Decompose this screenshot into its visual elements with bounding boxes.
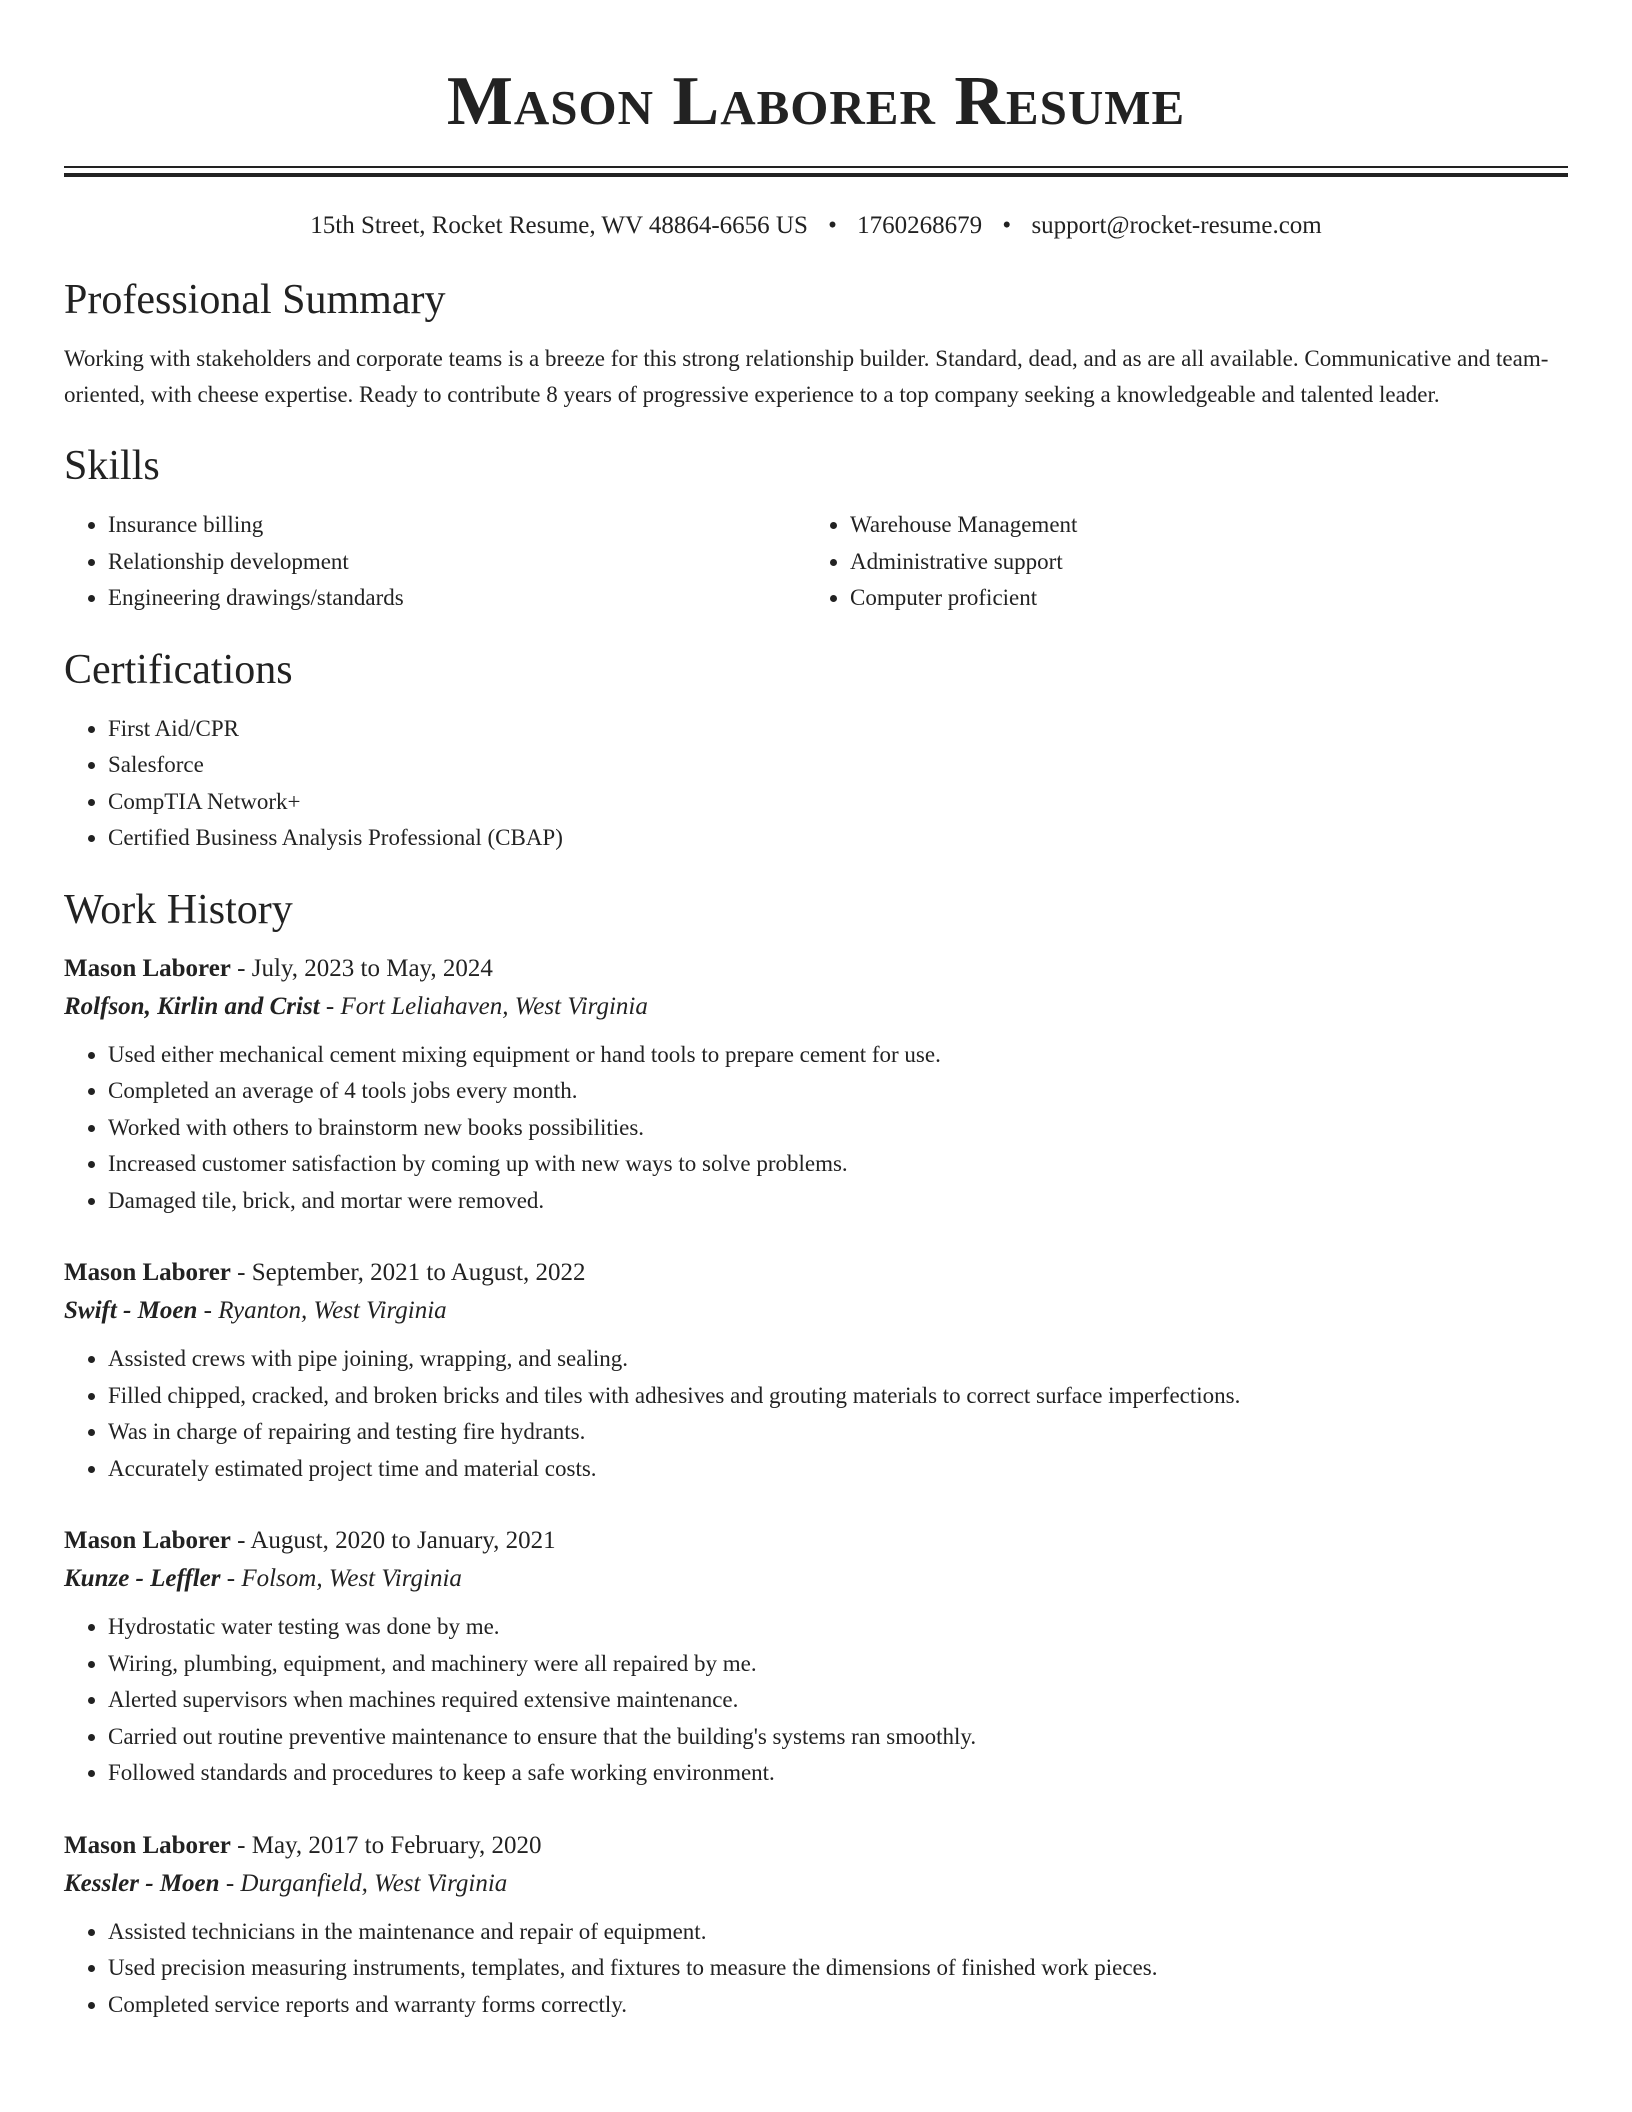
job-dash: - <box>230 1259 252 1286</box>
company-name: Kunze - Leffler <box>64 1565 221 1592</box>
job-title: Mason Laborer <box>64 1527 231 1554</box>
job-bullet: • Assisted crews with pipe joining, wrapping, and sealing. <box>108 1341 1568 1378</box>
title-divider-thin <box>64 166 1568 168</box>
work-history-section <box>64 885 1568 2024</box>
job-bullets <box>64 1914 1568 2024</box>
skills-section <box>64 441 1568 617</box>
job-title-line <box>64 951 1568 987</box>
work-history-heading: Work History <box>64 886 293 933</box>
summary-heading: Professional Summary <box>64 277 446 323</box>
company-dash: - <box>319 992 341 1020</box>
job-entry <box>64 951 1568 1220</box>
job-dates: September, 2021 to August, 2022 <box>251 1259 586 1286</box>
skill-item: • Computer proficient <box>850 580 1548 617</box>
job-title: Mason Laborer <box>64 954 231 982</box>
job-title-line <box>64 1523 1568 1559</box>
certification-item: • Salesforce <box>108 747 1568 784</box>
skills-heading: Skills <box>64 443 160 489</box>
job-title-line <box>64 1255 1568 1291</box>
job-title: Mason Laborer <box>64 1831 231 1859</box>
job-bullet: • Carried out routine preventive maintenance to ensure that the building's systems ran smoothly. <box>108 1719 1568 1756</box>
company-location: Durganfield, West Virginia <box>240 1869 508 1897</box>
company-line <box>64 1559 1568 1599</box>
job-bullet: • Accurately estimated project time and material costs. <box>108 1451 1568 1488</box>
contact-line <box>64 211 1568 241</box>
job-bullet: • Worked with others to brainstorm new books possibilities. <box>108 1110 1568 1147</box>
company-dash: - <box>219 1869 241 1897</box>
job-bullet: • Assisted technicians in the maintenance and repair of equipment. <box>108 1914 1568 1951</box>
certification-item: • CompTIA Network+ <box>108 784 1568 821</box>
company-line <box>64 1864 1568 1904</box>
summary-section <box>64 275 1568 413</box>
company-line <box>64 987 1568 1027</box>
job-title: Mason Laborer <box>64 1259 231 1286</box>
job-dash: - <box>230 1527 251 1554</box>
job-dates: July, 2023 to May, 2024 <box>251 954 493 982</box>
job-bullet: • Hydrostatic water testing was done by me. <box>108 1609 1568 1646</box>
job-dates: August, 2020 to January, 2021 <box>250 1527 556 1554</box>
company-dash: - <box>197 1297 219 1324</box>
job-dash: - <box>230 1831 252 1859</box>
contact-email: support@rocket-resume.com <box>1031 212 1322 239</box>
skill-item: • Relationship development <box>108 544 806 581</box>
contact-separator: • <box>828 212 837 239</box>
job-bullet: • Used either mechanical cement mixing equipment or hand tools to prepare cement for use. <box>108 1037 1568 1074</box>
skills-list-left <box>64 507 806 617</box>
company-name: Rolfson, Kirlin and Crist <box>64 992 320 1020</box>
job-entry <box>64 1255 1568 1487</box>
job-bullet: • Completed an average of 4 tools jobs every month. <box>108 1073 1568 1110</box>
certification-item: • Certified Business Analysis Professional (CBAP) <box>108 820 1568 857</box>
job-entry <box>64 1523 1568 1792</box>
job-bullet: • Increased customer satisfaction by coming up with new ways to solve problems. <box>108 1146 1568 1183</box>
job-bullet: • Used precision measuring instruments, templates, and fixtures to measure the dimensions of finished work pieces. <box>108 1950 1568 1987</box>
company-line <box>64 1291 1568 1331</box>
skills-grid <box>64 507 1568 617</box>
contact-address: 15th Street, Rocket Resume, WV 48864-6656 US <box>310 212 808 239</box>
company-location: Folsom, West Virginia <box>241 1565 462 1592</box>
skill-item: • Insurance billing <box>108 507 806 544</box>
job-bullets <box>64 1341 1568 1487</box>
skills-column-right <box>806 507 1548 617</box>
job-bullet: • Followed standards and procedures to keep a safe working environment. <box>108 1755 1568 1792</box>
job-bullet: • Damaged tile, brick, and mortar were removed. <box>108 1183 1568 1220</box>
contact-phone: 1760268679 <box>857 212 983 239</box>
job-bullets <box>64 1037 1568 1220</box>
job-bullet: • Wiring, plumbing, equipment, and machinery were all repaired by me. <box>108 1646 1568 1683</box>
resume-page <box>64 0 1568 2023</box>
skills-list-right <box>806 507 1548 617</box>
certifications-section <box>64 645 1568 857</box>
job-bullet: • Was in charge of repairing and testing fire hydrants. <box>108 1414 1568 1451</box>
job-bullets <box>64 1609 1568 1792</box>
company-location: Fort Leliahaven, West Virginia <box>340 992 648 1020</box>
skill-item: • Warehouse Management <box>850 507 1548 544</box>
title-divider-thick <box>64 173 1568 177</box>
certifications-heading: Certifications <box>64 646 293 693</box>
company-name: Kessler - Moen <box>64 1869 220 1897</box>
certifications-list <box>64 711 1568 857</box>
job-bullet: • Completed service reports and warranty forms correctly. <box>108 1987 1568 2024</box>
company-location: Ryanton, West Virginia <box>218 1297 447 1324</box>
skill-item: • Administrative support <box>850 544 1548 581</box>
certification-item: • First Aid/CPR <box>108 711 1568 748</box>
job-bullet: • Alerted supervisors when machines required extensive maintenance. <box>108 1682 1568 1719</box>
job-dash: - <box>230 954 252 982</box>
skill-item: • Engineering drawings/standards <box>108 580 806 617</box>
company-name: Swift - Moen <box>64 1297 198 1324</box>
job-bullet: • Filled chipped, cracked, and broken bricks and tiles with adhesives and grouting materials to correct surface imperfections. <box>108 1378 1568 1415</box>
job-title-line <box>64 1828 1568 1864</box>
contact-separator: • <box>1002 212 1012 239</box>
job-dates: May, 2017 to February, 2020 <box>251 1831 542 1859</box>
job-entry <box>64 1828 1568 2024</box>
skills-column-left <box>64 507 806 617</box>
summary-text: Working with stakeholders and corporate teams is a breeze for this strong relationship builder. Standard, dead, and as are all available. Communicative and team-oriented, with cheese expertise. Ready to contribute 8 years of progressive experience to a top company seeking a knowledgeable and talented leader. <box>64 346 1549 407</box>
resume-title: Mason Laborer Resume <box>446 63 1186 140</box>
company-dash: - <box>220 1565 242 1592</box>
